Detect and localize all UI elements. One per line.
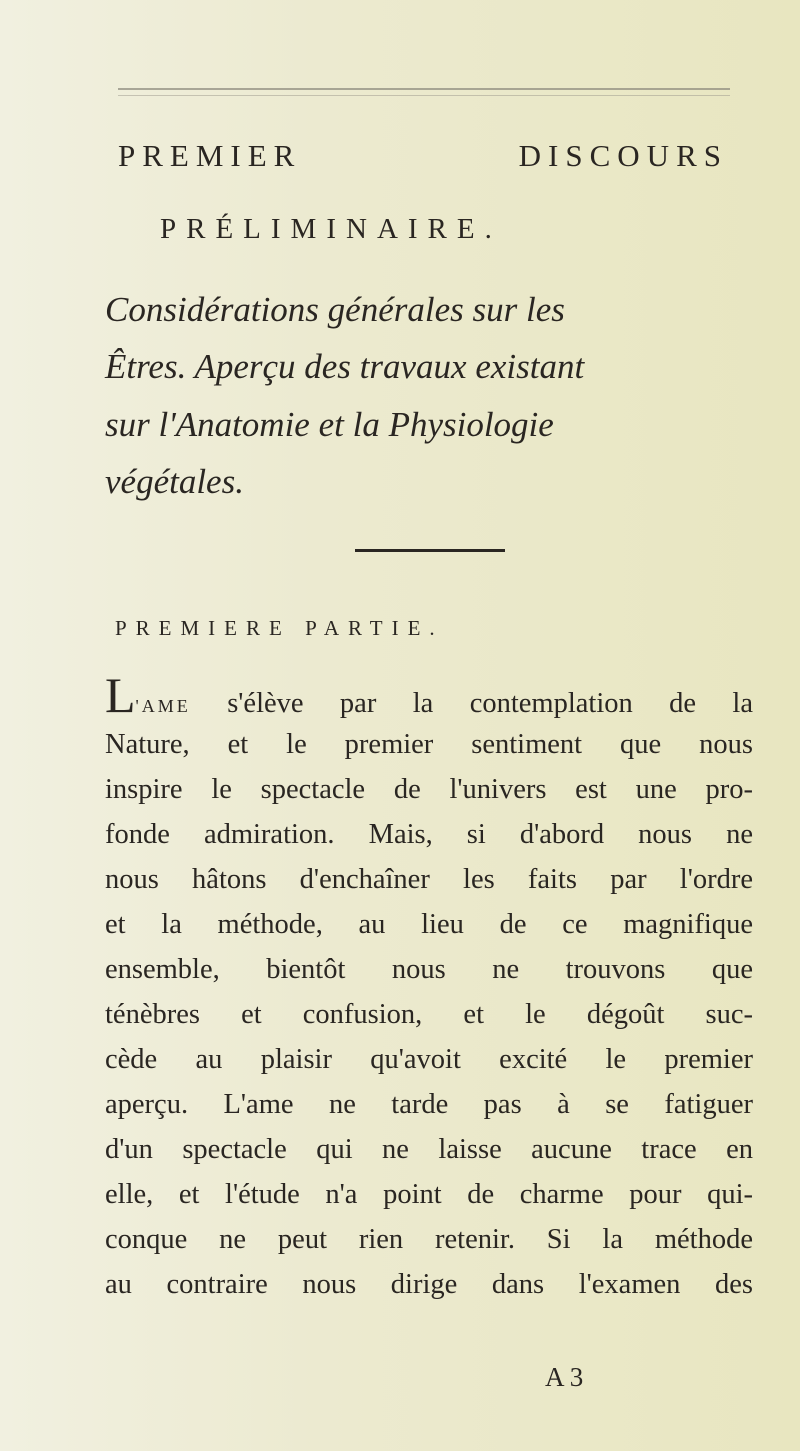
first-line-text: s'élève par la contemplation de la — [190, 688, 753, 719]
body-line: au contraire nous dirige dans l'examen des — [105, 1269, 753, 1300]
subtitle-line: sur l'Anatomie et la Physiologie — [105, 405, 554, 444]
subtitle-line: Êtres. Aperçu des travaux existant — [105, 347, 585, 386]
body-line: aperçu. L'ame ne tarde pas à se fatiguer — [105, 1089, 753, 1120]
top-rule — [118, 88, 730, 90]
subtitle-line: Considérations générales sur les — [105, 290, 565, 329]
body-line: et la méthode, au lieu de ce magnifique — [105, 909, 753, 940]
body-line: conque ne peut rien retenir. Si la méthode — [105, 1224, 753, 1255]
title-line-2: PRÉLIMINAIRE. — [160, 213, 502, 245]
body-line: ténèbres et confusion, et le dégoût suc- — [105, 999, 753, 1030]
subtitle-line: végétales. — [105, 462, 244, 501]
body-line: fonde admiration. Mais, si d'abord nous ne — [105, 819, 753, 850]
body-line: d'un spectacle qui ne laisse aucune trace en — [105, 1134, 753, 1165]
drop-cap: L — [105, 667, 136, 723]
body-line: Nature, et le premier sentiment que nous — [105, 729, 753, 760]
signature-mark: A 3 — [545, 1362, 584, 1392]
body-line: inspire le spectacle de l'univers est une pro- — [105, 774, 753, 805]
body-line: elle, et l'étude n'a point de charme pour qui- — [105, 1179, 753, 1210]
body-line: ensemble, bientôt nous ne trouvons que — [105, 954, 753, 985]
title-line-1: PREMIER DISCOURS — [118, 138, 728, 173]
top-rule-thin — [118, 95, 730, 96]
body-line: nous hâtons d'enchaîner les faits par l'ordre — [105, 864, 753, 895]
section-divider — [355, 549, 505, 552]
section-heading: PREMIERE PARTIE. — [115, 616, 444, 640]
body-line: cède au plaisir qu'avoit excité le premier — [105, 1044, 753, 1075]
small-caps: 'AME — [135, 696, 191, 716]
body-first-line — [105, 667, 753, 726]
